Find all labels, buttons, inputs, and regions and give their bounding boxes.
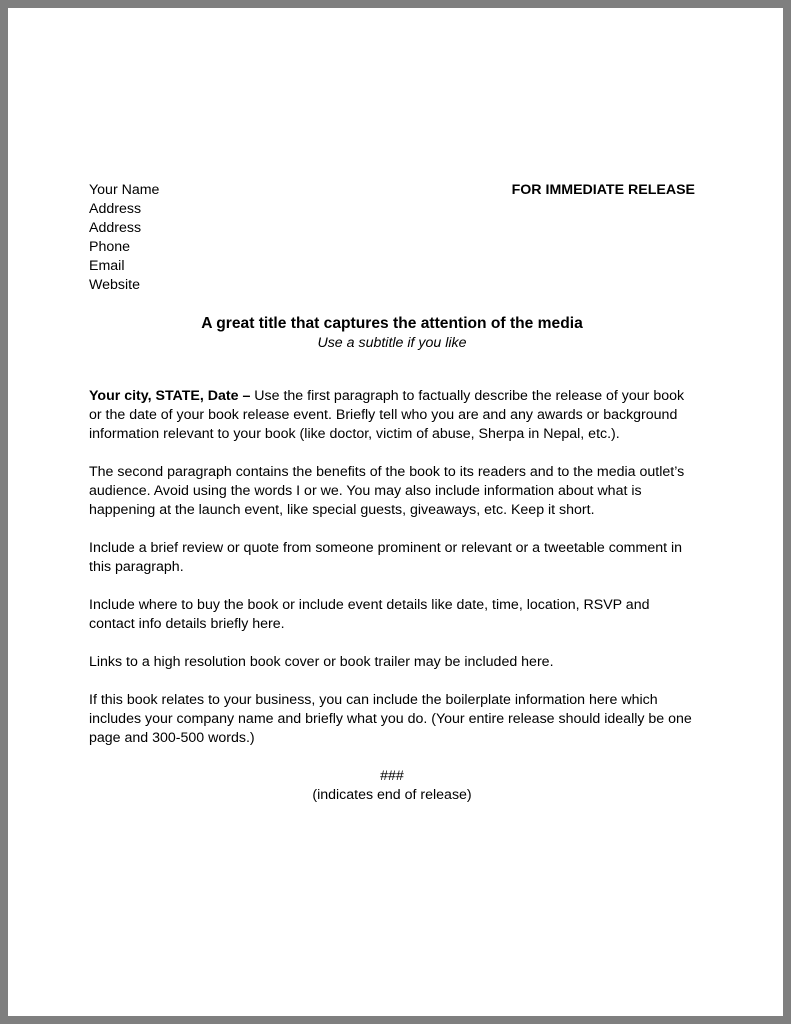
paragraph-1: [89, 387, 695, 444]
contact-address-1: Address: [89, 201, 142, 217]
contact-phone: Phone: [89, 239, 131, 255]
release-tag: FOR IMMEDIATE RELEASE: [511, 182, 695, 198]
release-subtitle: Use a subtitle if you like: [317, 335, 467, 351]
release-title: A great title that captures the attention of the media: [201, 315, 583, 332]
paragraph-1-text: Use the first paragraph to factually describe the release of your book or the date of your book release event. Briefly tell who you are and any awards or background information relevant to your book (like doctor, victim of abuse, Sherpa in Nepal, etc.).: [89, 388, 685, 442]
paragraph-5: Links to a high resolution book cover or book trailer may be included here.: [89, 654, 554, 670]
end-of-release: [89, 767, 695, 805]
contact-address-2: Address: [89, 220, 142, 236]
contact-name: Your Name: [89, 182, 160, 198]
paragraph-6: If this book relates to your business, you can include the boilerplate information here which includes your company name and briefly what you do. (Your entire release should ideally be one page and 300-500 words.): [89, 692, 692, 746]
header: [89, 181, 695, 295]
paragraph-4: Include where to buy the book or include event details like date, time, location, RSVP and contact info details briefly here.: [89, 597, 650, 632]
paragraph-2: The second paragraph contains the benefits of the book to its readers and to the media outlet’s audience. Avoid using the words I or we. You may also include information about what is happening at the launch event, like special guests, giveaways, etc. Keep it short.: [89, 464, 685, 518]
contact-website: Website: [89, 277, 140, 293]
paragraph-3: Include a brief review or quote from someone prominent or relevant or a tweetable comment in this paragraph.: [89, 540, 683, 575]
press-release: [89, 181, 695, 805]
end-marker: ###: [380, 768, 404, 784]
dateline: Your city, STATE, Date –: [89, 388, 251, 404]
end-note: (indicates end of release): [312, 787, 472, 803]
contact-email: Email: [89, 258, 125, 274]
